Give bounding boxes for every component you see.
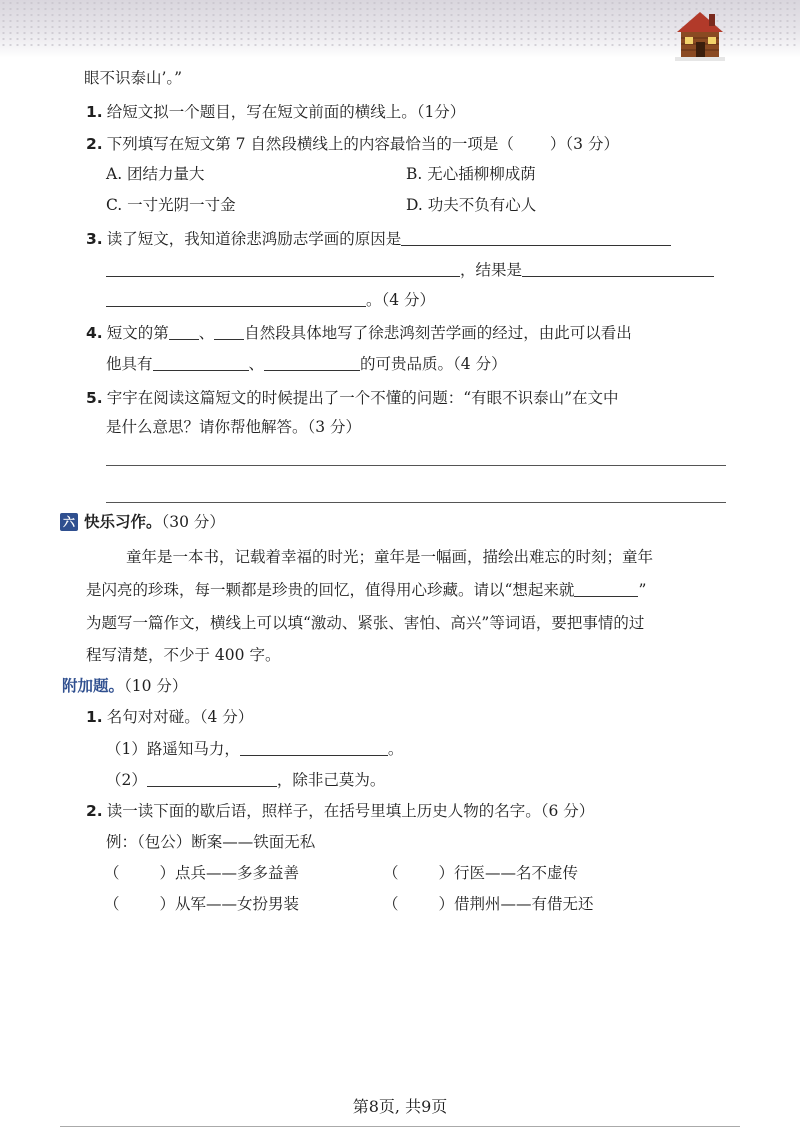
question-number: 3. xyxy=(86,230,103,248)
answer-blank[interactable] xyxy=(106,290,366,307)
bottom-divider xyxy=(60,1126,740,1127)
question-text: 他具有 xyxy=(106,355,153,373)
example-line: 例：（包公）断案——铁面无私 xyxy=(106,833,316,851)
section-6-heading xyxy=(84,511,225,533)
section-badge: 六 xyxy=(60,513,78,531)
answer-blank[interactable] xyxy=(240,739,388,756)
proverb-2 xyxy=(106,769,385,791)
question-text: 读一读下面的歇后语，照样子，在括号里填上历史人物的名字。（6 分） xyxy=(106,802,595,820)
proverb-1 xyxy=(106,738,403,760)
question-2 xyxy=(86,133,619,155)
essay-prompt-text: ” xyxy=(638,581,647,599)
question-text: 下列填写在短文第 7 自然段横线上的内容最恰当的一项是（ xyxy=(106,135,514,153)
continued-text: 眼不识泰山’。” xyxy=(84,69,183,87)
question-text: 名句对对碰。（4 分） xyxy=(106,708,254,726)
section-score: （30 分） xyxy=(161,513,225,531)
question-3-line-3 xyxy=(106,289,435,311)
page-number: 第8页, 共9页 xyxy=(352,1097,448,1116)
title-blank[interactable] xyxy=(574,580,638,597)
xiehouyu-item: （ ）行医——名不虚传 xyxy=(383,864,579,882)
option-c: C. 一寸光阴一寸金 xyxy=(106,196,236,214)
answer-blank[interactable] xyxy=(522,260,714,277)
question-4-line-2 xyxy=(106,353,507,375)
question-text: 给短文拟一个题目，写在短文前面的横线上。（1分） xyxy=(106,103,466,121)
question-5-line-2: 是什么意思？请你帮他解答。（3 分） xyxy=(106,418,362,436)
question-number: 2. xyxy=(86,802,103,820)
question-4 xyxy=(86,322,632,344)
bonus-heading xyxy=(62,675,187,697)
proverb-text: ，除非己莫为。 xyxy=(276,771,386,789)
option-d: D. 功夫不负有心人 xyxy=(406,196,537,214)
essay-prompt-line-2 xyxy=(86,579,646,601)
answer-blank[interactable] xyxy=(153,354,249,371)
separator: 、 xyxy=(248,355,265,373)
answer-line[interactable] xyxy=(106,502,726,503)
xiehouyu-item: （ ）借荆州——有借无还 xyxy=(383,895,594,913)
question-number: 5. xyxy=(86,389,103,407)
answer-blank[interactable] xyxy=(264,354,360,371)
answer-blank[interactable] xyxy=(147,770,277,787)
question-score: ）（3 分） xyxy=(549,135,619,153)
option-a: A. 团结力量大 xyxy=(106,165,205,183)
option-b: B. 无心插柳柳成荫 xyxy=(406,165,536,183)
question-number: 4. xyxy=(86,324,103,342)
answer-blank[interactable] xyxy=(169,323,199,340)
proverb-text: （1）路遥知马力， xyxy=(106,740,240,758)
bonus-title: 附加题。 xyxy=(62,677,125,695)
question-text: 宇宇在阅读这篇短文的时候提出了一个不懂的问题：“有眼不识泰山”在文中 xyxy=(106,389,619,407)
bonus-question-1 xyxy=(86,706,253,728)
question-1 xyxy=(86,101,465,123)
xiehouyu-item: （ ）点兵——多多益善 xyxy=(104,864,300,882)
question-text: 短文的第 xyxy=(106,324,169,342)
question-3-line-2 xyxy=(106,259,714,281)
question-number: 1. xyxy=(86,708,103,726)
question-3 xyxy=(86,228,671,250)
answer-blank[interactable] xyxy=(106,260,460,277)
question-5 xyxy=(86,387,619,409)
answer-blank[interactable] xyxy=(214,323,244,340)
question-score: 的可贵品质。（4 分） xyxy=(360,355,507,373)
question-text: 自然段具体地写了徐悲鸿刻苦学画的经过，由此可以看出 xyxy=(244,324,632,342)
separator: 、 xyxy=(198,324,215,342)
essay-prompt-line-3: 为题写一篇作文，横线上可以填“激动、紧张、害怕、高兴”等词语，要把事情的过 xyxy=(86,614,645,632)
proverb-text: 。 xyxy=(387,740,404,758)
xiehouyu-item: （ ）从军——女扮男装 xyxy=(104,895,300,913)
question-number: 1. xyxy=(86,103,103,121)
question-number: 2. xyxy=(86,135,103,153)
bonus-question-2 xyxy=(86,800,594,822)
question-text: 读了短文，我知道徐悲鸿励志学画的原因是 xyxy=(106,230,402,248)
section-title: 快乐习作。 xyxy=(84,513,162,531)
essay-prompt-text: 是闪亮的珍珠，每一颗都是珍贵的回忆，值得用心珍藏。请以“想起来就 xyxy=(86,581,575,599)
bonus-score: （10 分） xyxy=(124,677,188,695)
house-icon xyxy=(673,8,727,62)
answer-line[interactable] xyxy=(106,465,726,466)
proverb-text: （2） xyxy=(106,771,147,789)
essay-prompt-line-4: 程写清楚，不少于 400 字。 xyxy=(86,646,281,664)
question-text: ，结果是 xyxy=(460,261,523,279)
essay-prompt-line-1: 童年是一本书，记载着幸福的时光；童年是一幅画，描绘出难忘的时刻；童年 xyxy=(126,548,654,566)
answer-blank[interactable] xyxy=(401,229,671,246)
question-score: 。（4 分） xyxy=(366,291,436,309)
